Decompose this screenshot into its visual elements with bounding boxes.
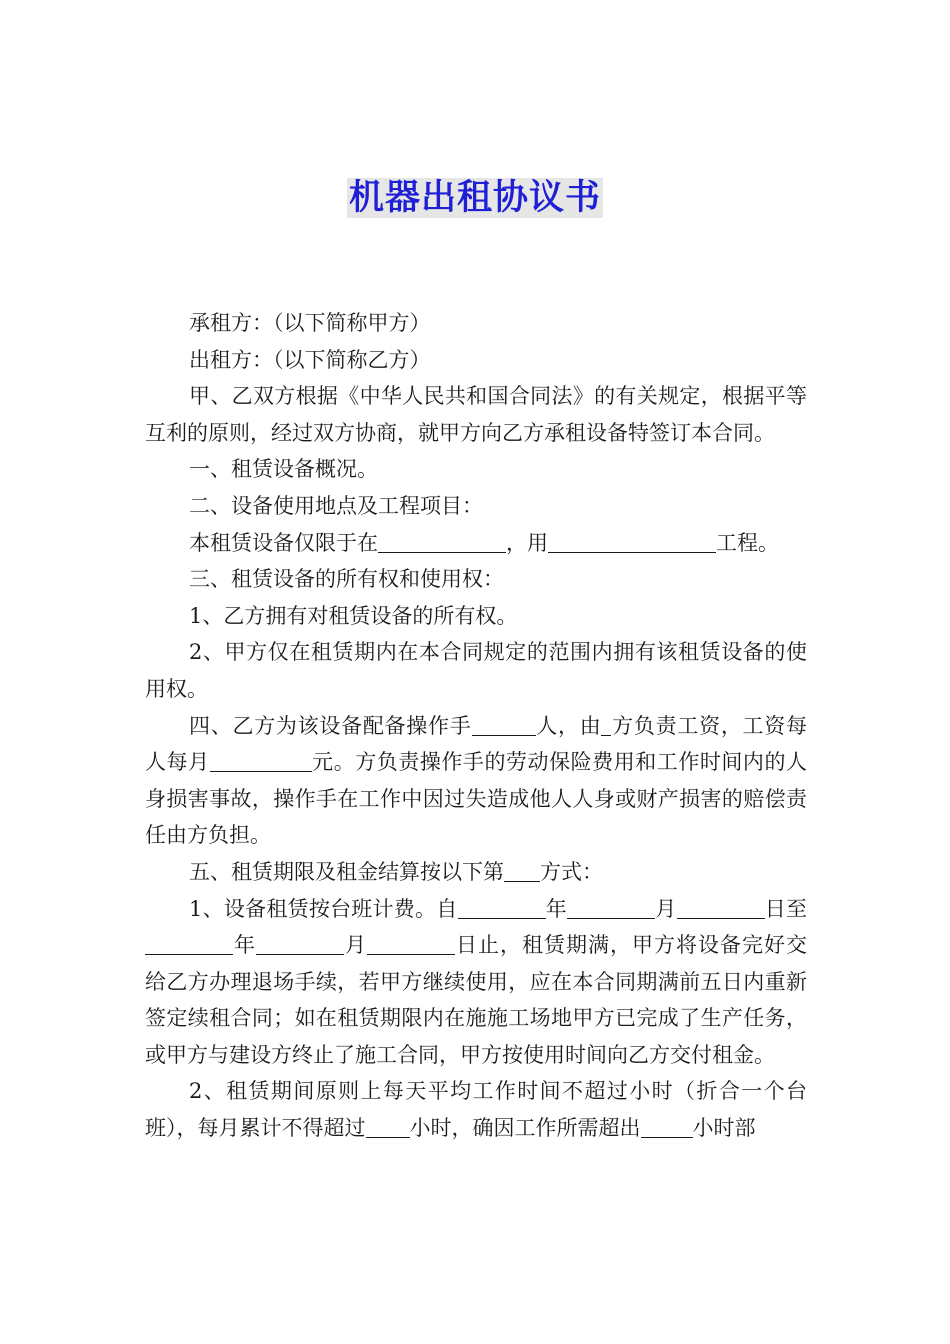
- blank-start-month[interactable]: [567, 896, 655, 919]
- blank-monthly-wage[interactable]: [210, 749, 312, 772]
- paragraph-preamble: 甲、乙双方根据《中华人民共和国合同法》的有关规定，根据平等互利的原则，经过双方协商，就甲方向乙方承租设备特签订本合同。: [145, 384, 807, 445]
- paragraph-work-hours: 2、租赁期间原则上每天平均工作时间不超过小时（折合一个台班），每月累计不得超过 小时，确因工作所需超出 小时部: [145, 1079, 807, 1141]
- paragraph-lessee: 承租方：（以下简称甲方）: [189, 311, 431, 335]
- paragraph-section-4: 四、乙方为该设备配备操作手 人，由 方负责工资，工资每人每月 元。方负责操作手的劳动保险费用和工作时间内的人身损害事故，操作手在工作中因过失造成他人人身或财产损害的赔偿责任由方负担。: [145, 713, 808, 848]
- document-title: 机器出租协议书: [348, 178, 601, 218]
- blank-excess-hours[interactable]: [641, 1115, 693, 1138]
- paragraph-lessor: 出租方：（以下简称乙方）: [189, 347, 431, 372]
- blank-location[interactable]: [378, 530, 506, 553]
- paragraph-section-5: 五、租赁期限及租金结算按以下第 方式：: [189, 859, 603, 884]
- paragraph-section-2: 二、设备使用地点及工程项目：: [189, 493, 483, 518]
- paragraph-shift-billing: 1、设备租赁按台班计费。自 年 月 日至年 月 日止，租赁期满，甲方将设备完好交给乙方办理退场手续，若甲方继续使用，应在本合同期满前五日内重新签定续租合同；如在租赁期限内在施施工场地甲方已完成了生产任务，或甲方与建设方终止了施工合同，甲方按使用时间向乙方交付租金。: [145, 896, 808, 1067]
- blank-operator-count[interactable]: [472, 713, 536, 736]
- blank-project[interactable]: [548, 530, 716, 553]
- paragraph-section-3: 三、租赁设备的所有权和使用权：: [189, 567, 504, 592]
- blank-end-day[interactable]: [367, 932, 455, 955]
- blank-end-year[interactable]: [145, 932, 233, 955]
- document-body: [145, 305, 807, 1147]
- paragraph-usage-right: 2、甲方仅在租赁期内在本合同规定的范围内拥有该租赁设备的使用权。: [145, 640, 807, 701]
- paragraph-location: 本租赁设备仅限于在 ，用 工程。: [189, 530, 779, 555]
- paragraph-section-1: 一、租赁设备概况。: [189, 457, 378, 482]
- blank-end-month[interactable]: [256, 932, 344, 955]
- paragraph-ownership: 1、乙方拥有对租赁设备的所有权。: [189, 603, 518, 628]
- blank-start-day[interactable]: [677, 896, 765, 919]
- blank-start-year[interactable]: [458, 896, 546, 919]
- blank-method-number[interactable]: [504, 859, 540, 882]
- blank-wage-party[interactable]: [601, 713, 611, 736]
- blank-monthly-hours[interactable]: [366, 1115, 410, 1138]
